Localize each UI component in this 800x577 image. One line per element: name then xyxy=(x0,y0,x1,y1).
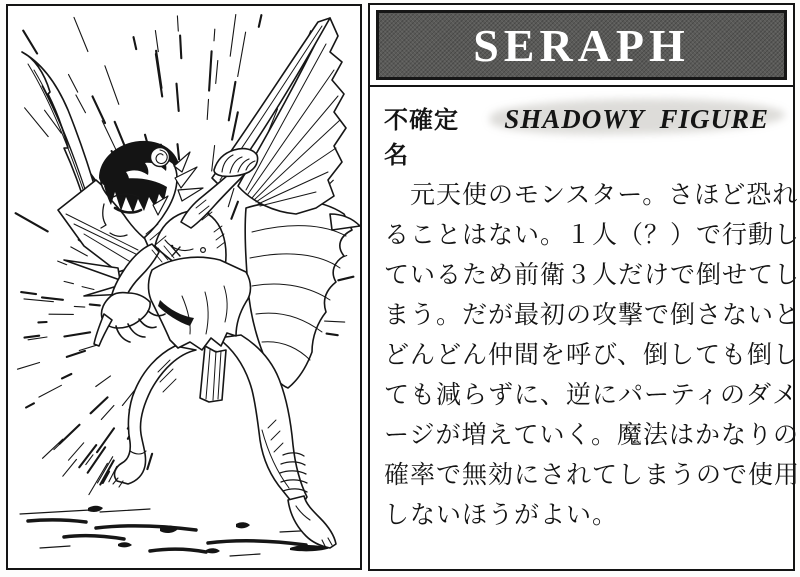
description-line: しないほうがよい。 xyxy=(384,502,619,529)
description-line: 確率で無効にされてしまうので使用 xyxy=(384,462,800,489)
monster-name: SERAPH xyxy=(473,19,690,71)
description-section xyxy=(370,87,800,536)
monster-name-header xyxy=(370,5,793,87)
unidentified-name-value: SHADOWY FIGURE xyxy=(494,104,779,135)
description-line: まう。だが最初の攻撃で倒さないと xyxy=(384,302,800,329)
unidentified-name-row xyxy=(384,100,779,170)
seraph-fairy-illustration xyxy=(8,6,360,568)
description-line: ても減らずに、逆にパーティのダメ xyxy=(384,382,799,409)
monster-name-box xyxy=(376,10,787,80)
illustration-panel xyxy=(6,4,362,570)
description-line: ージが増えていく。魔法はかなりの xyxy=(384,422,800,449)
description-text xyxy=(384,176,800,536)
description-line: ているため前衛３人だけで倒せてし xyxy=(384,262,800,289)
info-panel xyxy=(368,3,800,571)
description-line: ることはない。１人（？）で行動し xyxy=(384,222,800,249)
description-line: どんどん仲間を呼び、倒しても倒し xyxy=(384,342,800,369)
description-line: 元天使のモンスター。さほど恐れ xyxy=(410,182,799,209)
unidentified-name-label: 不確定名 xyxy=(384,107,459,169)
ground-debris xyxy=(20,506,330,556)
